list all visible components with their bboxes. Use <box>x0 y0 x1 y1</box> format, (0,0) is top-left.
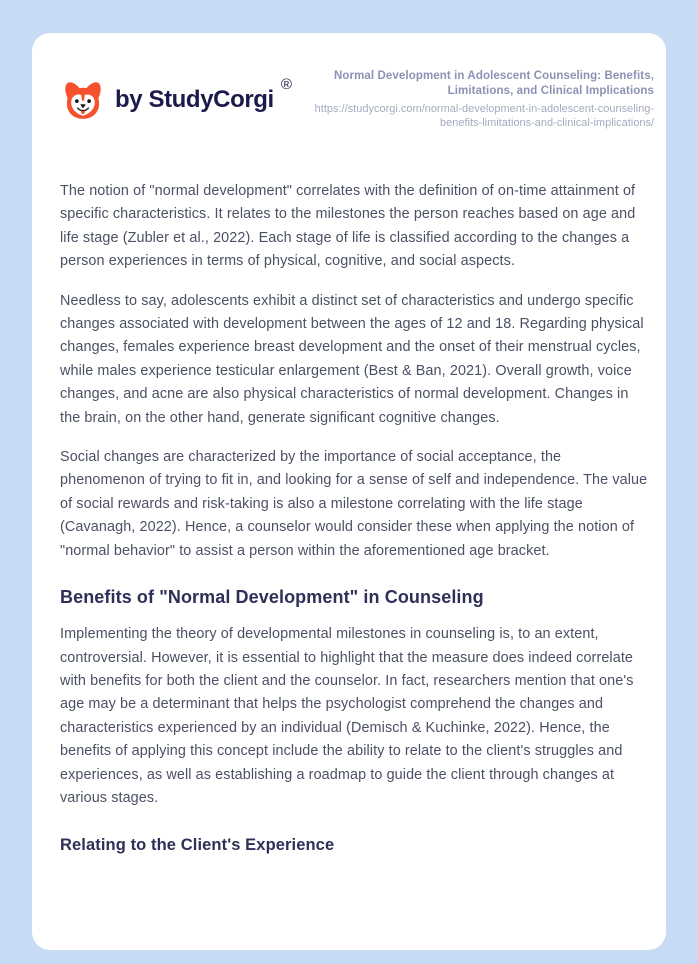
registered-trademark-icon: ® <box>280 75 292 93</box>
section-heading-relating: Relating to the Client's Experience <box>60 836 335 855</box>
article-paragraph: Social changes are characterized by the importance of social acceptance, the phenomenon of trying to fit in, and looking for a sense of self and independence. The value of social rewards and risk-taking is also a milestone correlating with the life stage (Cavanagh, 2022). Hence, a counselor would consider these when applying the notion of "normal behavior" to assist a person within the aforementioned age bracket. <box>60 449 648 559</box>
article-paragraph: The notion of "normal development" correlates with the definition of on-time attainment of specific characteristics. It relates to the milestones the person reaches based on age and life stage (Zubler et al., 2022). Each stage of life is classified according to the changes a person experiences in terms of physical, cognitive, and social aspects. <box>60 183 636 270</box>
document-meta <box>292 69 654 130</box>
article-paragraph: Implementing the theory of developmental milestones in counseling is, to an extent, controversial. However, it is essential to highlight that the measure does indeed correlate with benefits for both the client and the counselor. In fact, researchers mention that one's age may be a determinant that helps the psychologist comprehend the changes and characteristics experienced by an individual (Demisch & Kuchinke, 2022). Hence, the benefits of applying this concept include the ability to relate to the client's struggles and experiences, as well as establishing a roadmap to guide the client through changes at various stages. <box>60 626 634 806</box>
section-heading-benefits: Benefits of "Normal Development" in Counseling <box>60 587 484 608</box>
studycorgi-logo <box>60 74 292 126</box>
document-title: Normal Development in Adolescent Counseling: Benefits, Limitations, and Clinical Implications <box>334 70 654 97</box>
article-body <box>32 130 666 856</box>
corgi-logo-icon <box>60 74 106 126</box>
article-paragraph: Needless to say, adolescents exhibit a distinct set of characteristics and undergo specific changes associated with development between the ages of 12 and 18. Regarding physical changes, females experience breast development and the onset of their menstrual cycles, while males experience testicular enlargement (Best & Ban, 2021). Overall growth, voice changes, and acne are also physical characteristics of normal development. Changes in the brain, on the other hand, generate significant cognitive changes. <box>60 292 644 426</box>
document-header <box>32 33 666 130</box>
document-card <box>32 33 666 950</box>
document-url-link[interactable]: https://studycorgi.com/normal-development-in-adolescent-counseling-benefits-limitations-and-clinical-implications/ <box>314 103 654 129</box>
brand-name: by StudyCorgi <box>115 85 274 113</box>
